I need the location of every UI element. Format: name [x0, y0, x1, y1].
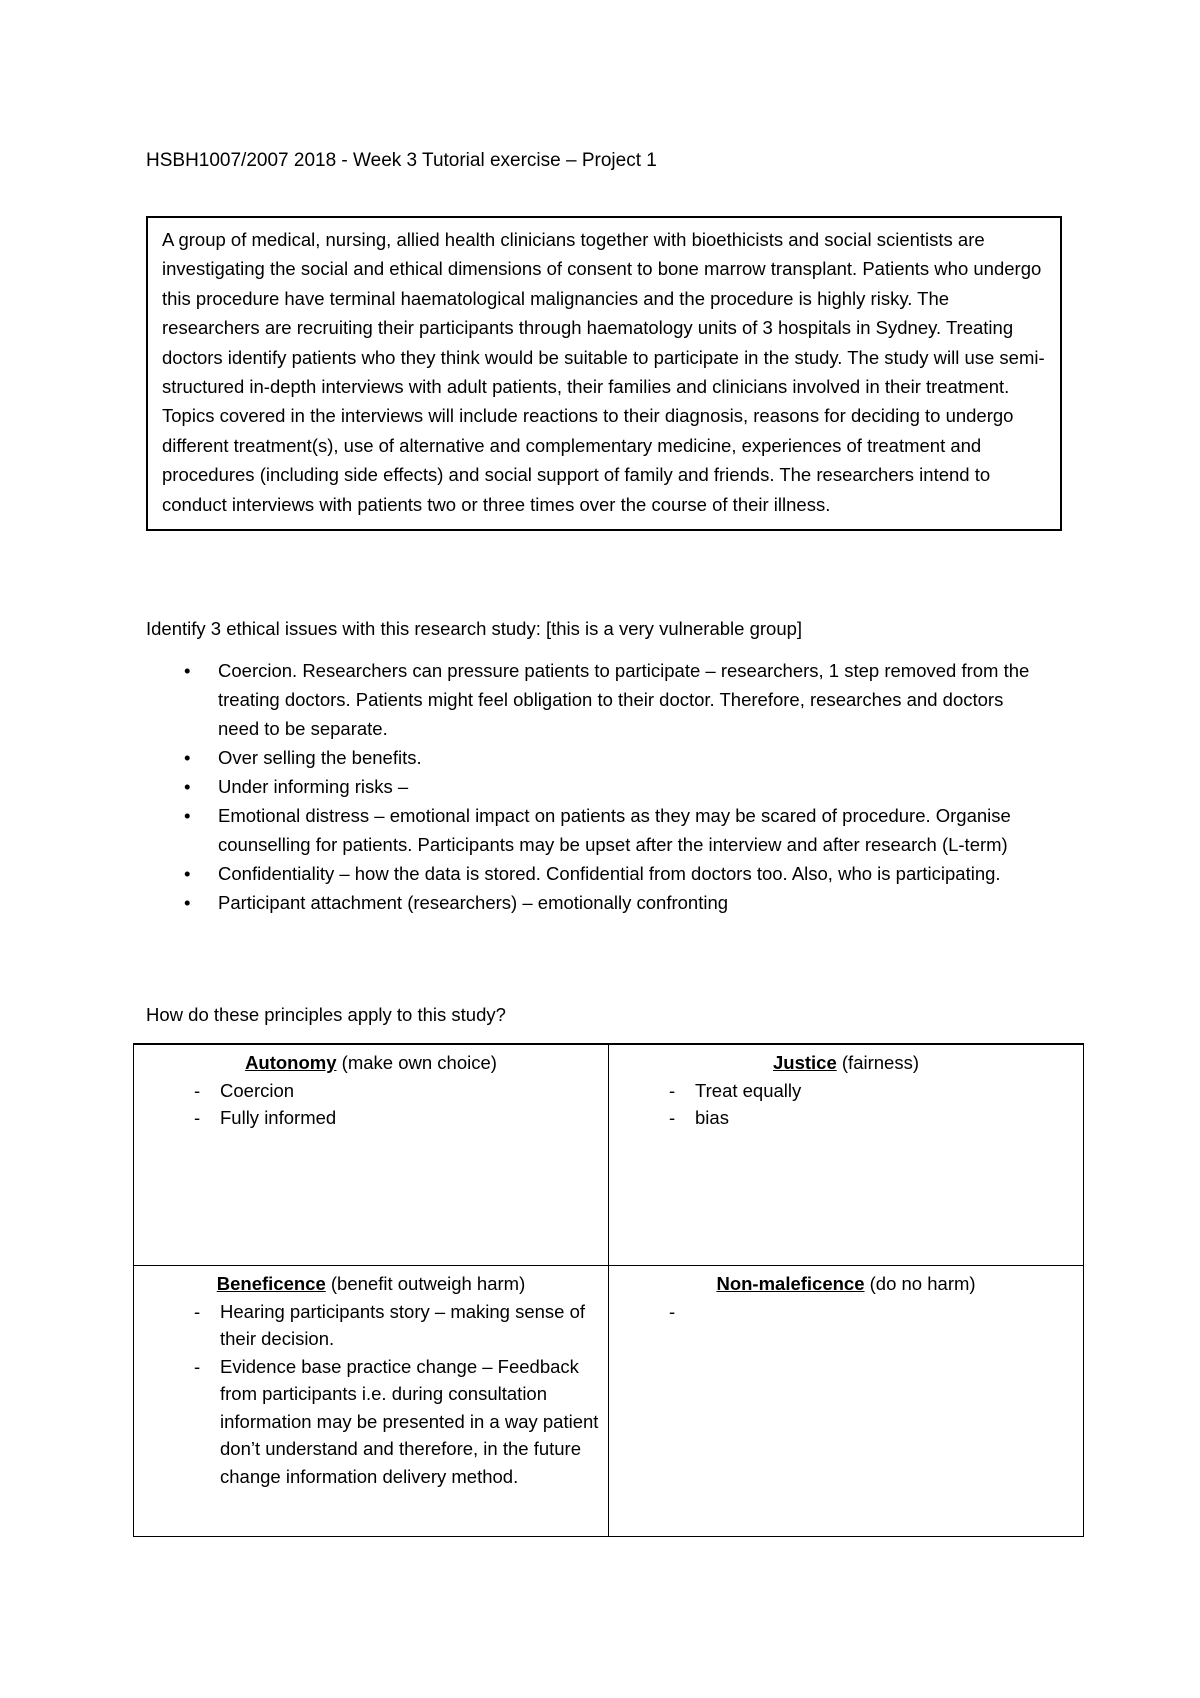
list-item	[142, 1077, 600, 1105]
dash-icon: -	[669, 1107, 676, 1128]
beneficence-term: Beneficence	[216, 1273, 326, 1294]
autonomy-item: Coercion	[220, 1079, 295, 1101]
scenario-box	[146, 216, 1062, 531]
issue-text: Over selling the benefits.	[218, 747, 422, 768]
issue-text: Coercion. Researchers can pressure patients to participate – researchers, 1 step removed from the treating doctors. Patients might feel obligation to their doctor. Therefore, researches and doctors need to be separate.	[218, 660, 1030, 739]
autonomy-list	[142, 1077, 600, 1132]
list-item	[146, 656, 1046, 743]
justice-item: Treat equally	[695, 1079, 802, 1101]
beneficence-heading	[142, 1270, 600, 1298]
list-item	[142, 1104, 600, 1132]
bullet-icon: •	[184, 776, 191, 797]
list-item	[146, 859, 1046, 888]
bullet-icon: •	[184, 805, 191, 826]
bullet-icon: •	[184, 892, 191, 913]
dash-icon: -	[194, 1079, 201, 1101]
dash-icon: -	[194, 1355, 201, 1377]
list-item	[617, 1104, 1075, 1132]
nonmaleficence-cell	[609, 1266, 1084, 1537]
list-item	[142, 1298, 600, 1353]
autonomy-desc: (make own choice)	[336, 1052, 497, 1073]
bullet-icon: •	[184, 747, 191, 768]
nonmaleficence-term: Non-maleficence	[716, 1273, 865, 1294]
list-item	[146, 801, 1046, 859]
autonomy-heading	[142, 1049, 600, 1077]
nonmaleficence-heading	[617, 1270, 1075, 1298]
table-row	[134, 1266, 1084, 1537]
issue-text: Under informing risks –	[218, 776, 409, 797]
justice-cell	[609, 1044, 1084, 1266]
ethical-issues-list	[146, 656, 1046, 917]
autonomy-cell	[134, 1044, 609, 1266]
justice-term: Justice	[772, 1052, 837, 1073]
autonomy-term: Autonomy	[245, 1052, 337, 1073]
page-title: HSBH1007/2007 2018 - Week 3 Tutorial exercise – Project 1	[146, 150, 657, 171]
table-row	[134, 1044, 1084, 1266]
issue-text: Confidentiality – how the data is stored. Confidential from doctors too. Also, who is participating.	[218, 863, 1001, 884]
beneficence-list	[142, 1298, 600, 1491]
justice-heading	[617, 1049, 1075, 1077]
beneficence-item: Hearing participants story – making sense of their decision.	[220, 1300, 586, 1349]
justice-desc: (fairness)	[836, 1052, 919, 1073]
list-item	[142, 1353, 600, 1491]
nonmaleficence-desc: (do no harm)	[864, 1273, 976, 1294]
dash-icon: -	[669, 1079, 676, 1101]
list-item	[146, 743, 1046, 772]
list-item	[617, 1077, 1075, 1105]
dash-icon: -	[669, 1300, 676, 1322]
justice-list	[617, 1077, 1075, 1132]
dash-icon: -	[194, 1300, 201, 1322]
list-item	[146, 888, 1046, 917]
principles-table	[133, 1043, 1084, 1537]
list-item	[146, 772, 1046, 801]
beneficence-item: Evidence base practice change – Feedback from participants i.e. during consultation information may be presented in a way patient don’t understand and therefore, in the future change information delivery method.	[220, 1355, 599, 1487]
beneficence-cell	[134, 1266, 609, 1537]
dash-icon: -	[194, 1107, 201, 1128]
bullet-icon: •	[184, 660, 191, 681]
beneficence-desc: (benefit outweigh harm)	[325, 1273, 526, 1294]
question-ethical-issues: Identify 3 ethical issues with this research study: [this is a very vulnerable group]	[146, 618, 803, 639]
question-principles: How do these principles apply to this study?	[146, 1004, 506, 1025]
scenario-text: A group of medical, nursing, allied health clinicians together with bioethicists and social scientists are investigating the social and ethical dimensions of consent to bone marrow transplant. Patients who undergo this procedure have terminal haematological malignancies and the procedure is highly risky. The researchers are recruiting their participants through haematology units of 3 hospitals in Sydney. Treating doctors identify patients who they think would be suitable to participate in the study. The study will use semi-structured in-depth interviews with adult patients, their families and clinicians involved in their treatment. Topics covered in the interviews will include reactions to their diagnosis, reasons for deciding to undergo different treatment(s), use of alternative and complementary medicine, experiences of treatment and procedures (including side effects) and social support of family and friends. The researchers intend to conduct interviews with patients two or three times over the course of their illness.	[162, 229, 1045, 515]
justice-item: bias	[695, 1107, 729, 1128]
bullet-icon: •	[184, 863, 191, 884]
issue-text: Participant attachment (researchers) – emotionally confronting	[218, 892, 729, 913]
issue-text: Emotional distress – emotional impact on patients as they may be scared of procedure. Organise counselling for patients. Participants may be upset after the interview and after research (L-term)	[218, 805, 1011, 855]
autonomy-item: Fully informed	[220, 1107, 337, 1128]
